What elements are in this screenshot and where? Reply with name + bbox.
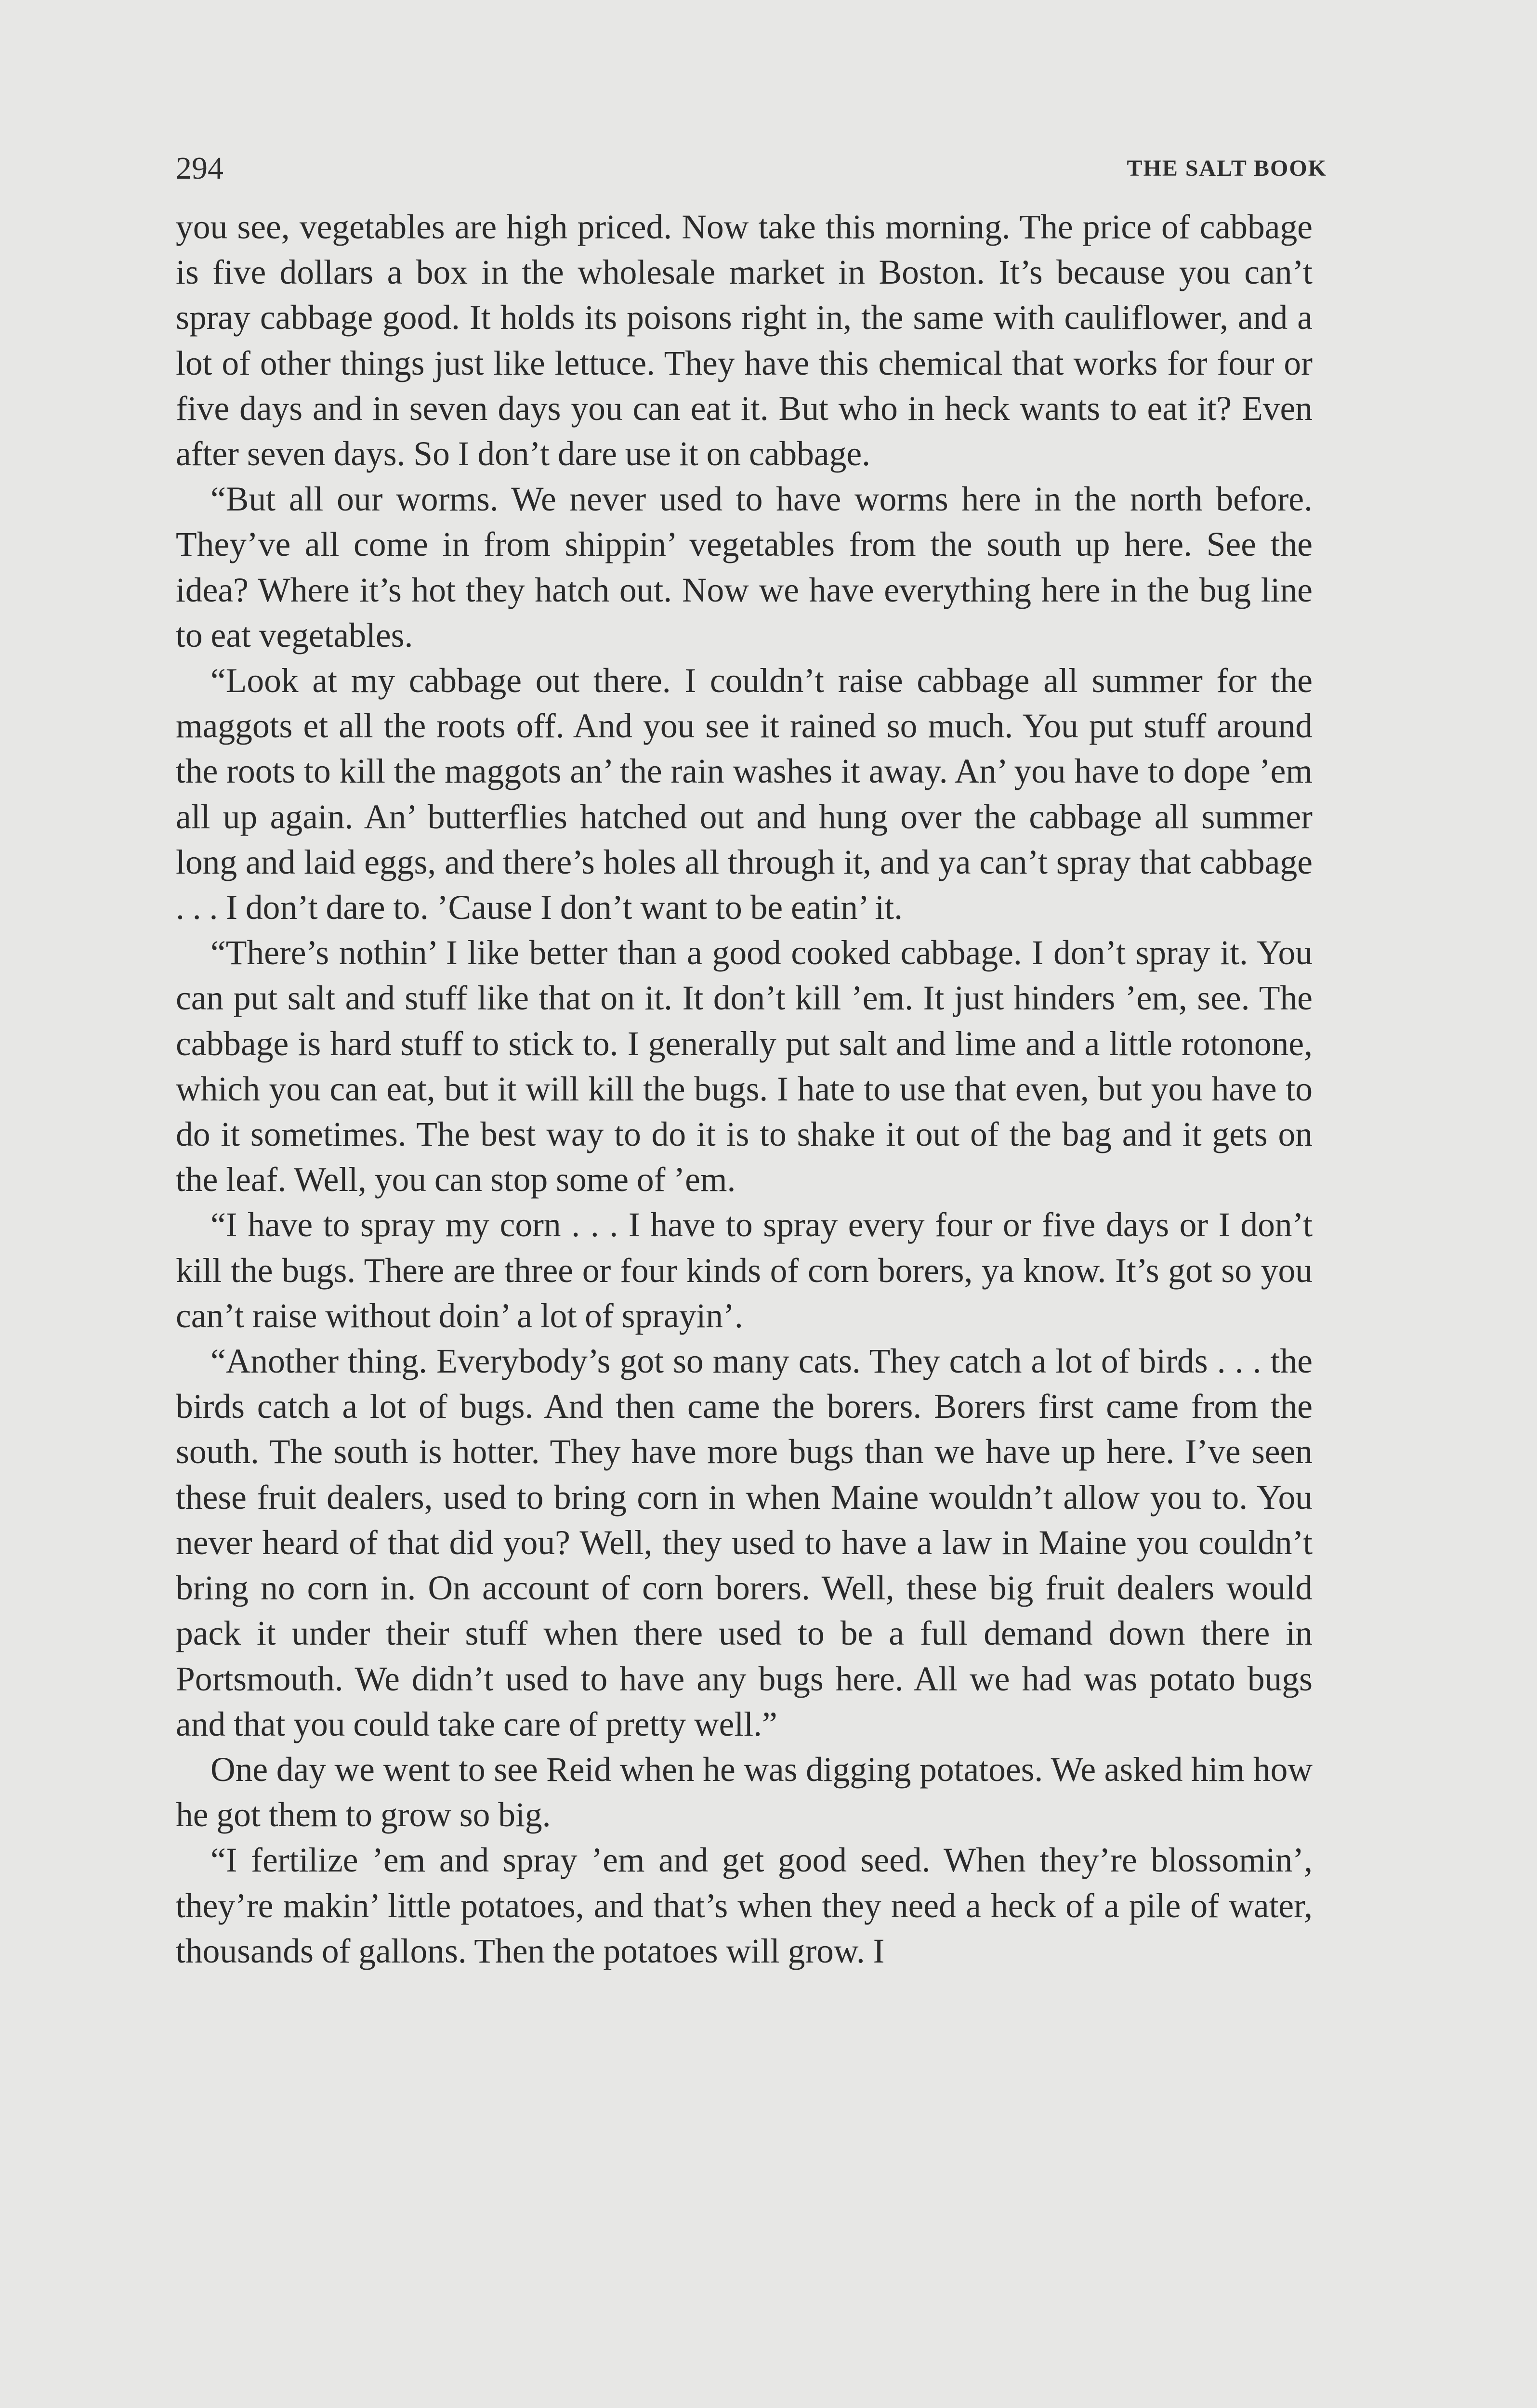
running-title: THE SALT BOOK — [1127, 156, 1327, 181]
page-header — [176, 144, 1327, 193]
paragraph-2: “But all our worms. We never used to have worms here in the north before. They’ve all come in from shippin’ vegetables from the south up here. See the idea? Where it’s hot they hatch out. Now we have everything here in the bug line to eat vegetables. — [176, 480, 1313, 654]
paragraph-6: “Another thing. Everybody’s got so many cats. They catch a lot of birds . . . the birds catch a lot of bugs. And then came the borers. Borers first came from the south. The south is hotter. They have more bugs than we have up here. I’ve seen these fruit dealers, used to bring corn in when Maine wouldn’t allow you to. You never heard of that did you? Well, they used to have a law in Maine you couldn’t bring no corn in. On account of corn borers. Well, these big fruit dealers would pack it under their stuff when there used to be a full demand down there in Portsmouth. We didn’t used to have any bugs here. All we had was potato bugs and that you could take care of pretty well.” — [176, 1342, 1313, 1743]
paragraph-7: One day we went to see Reid when he was digging potatoes. We asked him how he got them to grow so big. — [176, 1750, 1313, 1834]
paragraph-1: you see, vegetables are high priced. Now take this morning. The price of cabbage is five dollars a box in the wholesale market in Boston. It’s because you can’t spray cabbage good. It holds its poisons right in, the same with cauliflower, and a lot of other things just like lettuce. They have this chemical that works for four or five days and in seven days you can eat it. But who in heck wants to eat it? Even after seven days. So I don’t dare use it on cabbage. — [176, 208, 1313, 473]
page-number: 294 — [176, 151, 223, 186]
paragraph-3: “Look at my cabbage out there. I couldn’t raise cabbage all summer for the maggots et all the roots off. And you see it rained so much. You put stuff around the roots to kill the maggots an’ the rain washes it away. An’ you have to dope ’em all up again. An’ butterflies hatched out and hung over the cabbage all summer long and laid eggs, and there’s holes all through it, and ya can’t spray that cabbage . . . I don’t dare to. ’Cause I don’t want to be eatin’ it. — [176, 662, 1313, 927]
paragraph-5: “I have to spray my corn . . . I have to spray every four or five days or I don’t kill the bugs. There are three or four kinds of corn borers, ya know. It’s got so you can’t raise without doin’ a lot of sprayin’. — [176, 1206, 1313, 1335]
paragraph-4: “There’s nothin’ I like better than a good cooked cabbage. I don’t spray it. You can put salt and stuff like that on it. It don’t kill ’em. It just hinders ’em, see. The cabbage is hard stuff to stick to. I generally put salt and lime and a little rotonone, which you can eat, but it will kill the bugs. I hate to use that even, but you have to do it sometimes. The best way to do it is to shake it out of the bag and it gets on the leaf. Well, you can stop some of ’em. — [176, 934, 1313, 1199]
paragraph-8: “I fertilize ’em and spray ’em and get good seed. When they’re blossomin’, they’re makin’ little potatoes, and that’s when they need a heck of a pile of water, thousands of gallons. Then the potatoes will grow. I — [176, 1841, 1313, 1970]
body-text — [176, 205, 1313, 1974]
